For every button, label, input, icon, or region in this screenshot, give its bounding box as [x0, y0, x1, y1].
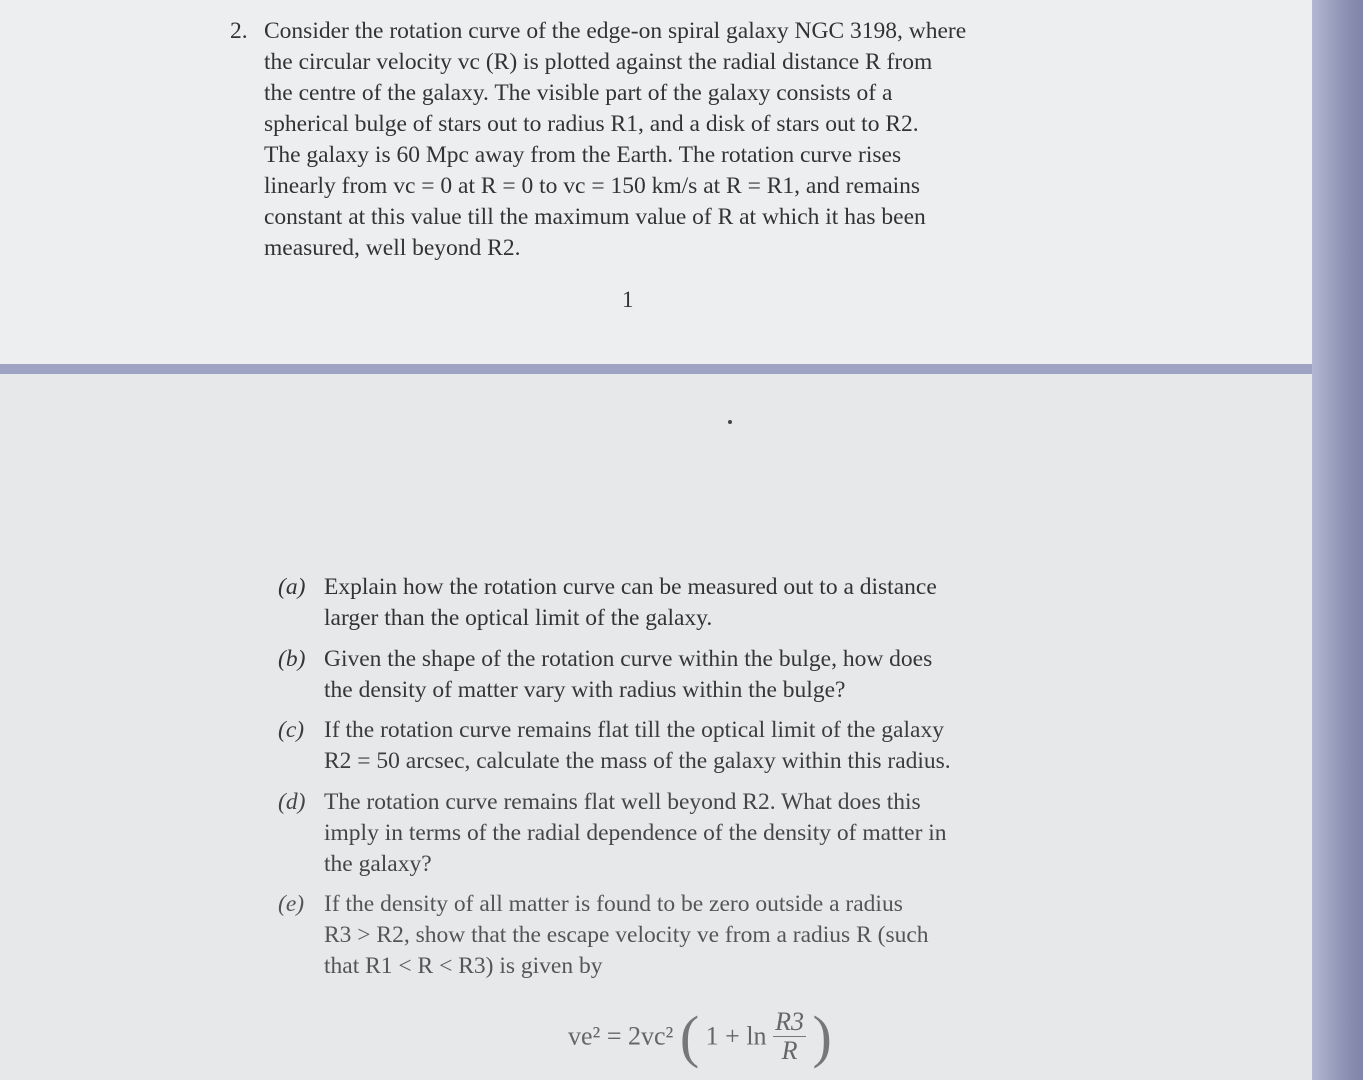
problem-line: The galaxy is 60 Mpc away from the Earth. The rotation curve rises — [264, 142, 902, 168]
part-label: (d) — [278, 789, 306, 815]
problem-line: the centre of the galaxy. The visible part of the galaxy consists of a — [264, 80, 893, 106]
part-label: (c) — [278, 717, 305, 743]
problem-body — [264, 16, 1054, 264]
escape-velocity-equation — [568, 1003, 832, 1070]
part-label: (e) — [278, 891, 305, 917]
fraction-numerator: R3 — [775, 1007, 804, 1036]
equation-lhs: ve² = 2vc² — [568, 1021, 674, 1051]
part-text — [324, 787, 1054, 880]
part-line: the galaxy? — [324, 851, 432, 877]
screen-edge — [1312, 0, 1363, 1080]
right-paren: ) — [812, 1004, 832, 1069]
part-line: R3 > R2, show that the escape velocity ve from a radius R (such — [324, 922, 929, 948]
page-divider — [0, 364, 1312, 374]
part-text — [324, 715, 1054, 777]
part-line: The rotation curve remains flat well beyond R2. What does this — [324, 789, 921, 815]
part-text — [324, 644, 1054, 706]
page-number: 1 — [622, 287, 634, 312]
problem-line: the circular velocity vc (R) is plotted against the radial distance R from — [264, 49, 933, 75]
problem-line: measured, well beyond R2. — [264, 235, 521, 261]
problem-number: 2. — [230, 18, 248, 44]
part-line: Explain how the rotation curve can be measured out to a distance — [324, 574, 937, 600]
equation-fraction — [773, 1008, 806, 1065]
part-line: larger than the optical limit of the galaxy. — [324, 605, 713, 631]
part-line: If the density of all matter is found to be zero outside a radius — [324, 891, 903, 917]
problem-line: spherical bulge of stars out to radius R1, and a disk of stars out to R2. — [264, 111, 919, 137]
part-label: (a) — [278, 574, 306, 600]
equation-inner: 1 + ln — [705, 1021, 767, 1051]
part-line: R2 = 50 arcsec, calculate the mass of the galaxy within this radius. — [324, 748, 951, 774]
left-paren: ( — [679, 1004, 700, 1069]
part-line: that R1 < R < R3) is given by — [324, 953, 603, 979]
fraction-denominator: R — [781, 1036, 798, 1065]
part-line: If the rotation curve remains flat till the optical limit of the galaxy — [324, 717, 944, 743]
speck — [728, 420, 732, 424]
part-text — [324, 572, 1054, 634]
part-text — [324, 889, 1054, 982]
part-label: (b) — [278, 646, 306, 672]
problem-line: Consider the rotation curve of the edge-on spiral galaxy NGC 3198, where — [264, 18, 967, 44]
part-line: imply in terms of the radial dependence of the density of matter in — [324, 820, 947, 846]
problem-line: constant at this value till the maximum value of R at which it has been — [264, 204, 926, 230]
problem-line: linearly from vc = 0 at R = 0 to vc = 150 km/s at R = R1, and remains — [264, 173, 921, 199]
part-line: the density of matter vary with radius within the bulge? — [324, 677, 846, 703]
part-line: Given the shape of the rotation curve within the bulge, how does — [324, 646, 933, 672]
